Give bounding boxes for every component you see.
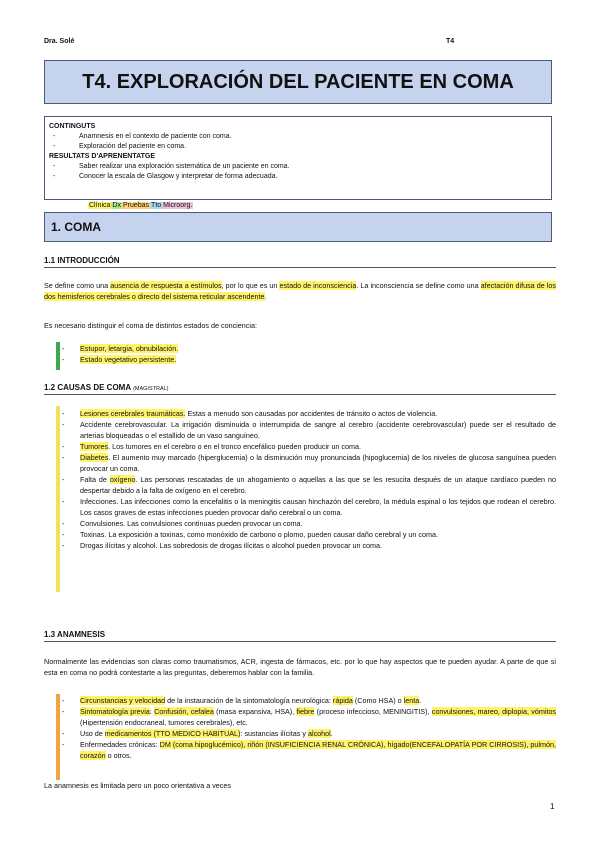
outcome-item: - Conocer la escala de Glasgow y interpretar de forma adecuada. [49,172,547,182]
contents-heading: CONTINGUTS [49,123,96,130]
contents-item: - Exploración del paciente en coma. [49,142,547,152]
subsection-heading-causes: 1.2 CAUSAS DE COMA (MAGISTRAL) [44,383,556,395]
list-item: - Sintomatología previa: Confusión, cefalea (masa expansiva, HSA), fiebre (proceso infeccioso, MENINGITIS), convulsiones, mareo, diplopia, vómitos (Hipertensión endocraneal, tumores cerebrales), etc. [44,706,556,728]
section-title: 1. COMA [44,212,552,242]
anamnesis-closing: La anamnesis es limitada pero un poco orientativa a veces [44,781,231,790]
legend-clinica: Clínica [89,202,111,209]
intro-paragraph: Se define como una ausencia de respuesta a estímulos, por lo que es un estado de inconsciencia. La inconsciencia se define como una afectación difusa de los dos hemisferios cerebrales o directo del sistema reticular ascendente. [44,281,556,301]
legend-pruebas: Pruebas [122,202,150,209]
list-item: - Accidente cerebrovascular. La irrigación disminuida o interrumpida de sangre al cerebro (accidente cerebrovascular) puede ser el resultado de arterias bloqueadas o el estallido de un vaso sanguíneo. [44,419,556,441]
list-item: - Circunstancias y velocidad de la instauración de la sintomatología neurológica: rápida (Como HSA) o lenta. [44,695,556,706]
header-author: Dra. Solé [44,38,75,45]
list-item: - Uso de medicamentos (TTO MEDICO HABITUAL): sustancias ilícitas y alcohol. [44,728,556,739]
anamnesis-intro: Normalmente las evidencias son claras como traumatismos, ACR, ingesta de fármacos, etc. por lo que hay aspectos que te pueden ayudar. A parte de que si esta en coma no podrá contestarte a las preguntas, deberemos hablar con la familia. [44,657,556,677]
list-item: - Infecciones. Las infecciones como la encefalitis o la meningitis causan hinchazón del cerebro, la médula espinal o los tejidos que rodean el cerebro. Los casos graves de estas infecciones pueden provocar daño cerebral o un coma. [44,496,556,518]
list-item: - Estado vegetativo persistente. [44,354,556,365]
page-title: T4. EXPLORACIÓN DEL PACIENTE EN COMA [44,60,552,104]
page-number: 1 [550,802,555,811]
outcomes-heading: RESULTATS D'APRENENTATGE [49,153,156,160]
outcome-item: - Saber realizar una exploración sistemática de un paciente en coma. [49,162,547,172]
list-item: - Falta de oxígeno. Las personas rescatadas de un ahogamiento o aquellas a las que se les resucita después de un ataque cardíaco pueden no despertar debido a la falta de oxígeno en el cerebro. [44,474,556,496]
list-item: - Toxinas. La exposición a toxinas, como monóxido de carbono o plomo, pueden causar daño cerebral y un coma. [44,529,556,540]
legend-dx: Dx [112,202,121,209]
anamnesis-list [44,695,556,761]
list-item: - Tumores. Los tumores en el cerebro o en el tronco encefálico pueden producir un coma. [44,441,556,452]
list-item: - Drogas ilícitas y alcohol. Las sobredosis de drogas ilícitas o alcohol pueden provocar un coma. [44,540,556,551]
contents-item: - Anamnesis en el contexto de paciente con coma. [49,132,547,142]
list-item: - Diabetes. El aumento muy marcado (hiperglucemia) o la disminución muy pronunciada (hipoglucemia) de los niveles de glucosa sanguínea pueden provocar un coma. [44,452,556,474]
header-topic: T4 [446,38,455,45]
subsection-heading-intro: 1.1 INTRODUCCIÓN [44,256,556,268]
subsection-heading-anamnesis: 1.3 ANAMNESIS [44,630,556,642]
causes-list [44,408,556,551]
legend-microorg: Microorg. [163,202,193,209]
contents-box [44,116,552,200]
list-item: - Estupor, letargia, obnubilación. [44,343,556,354]
list-item: - Convulsiones. Las convulsiones continuas pueden provocar un coma. [44,518,556,529]
states-list [44,343,556,365]
states-intro: Es necesario distinguir el coma de distintos estados de conciencia: [44,321,257,330]
list-item: - Enfermedades crónicas: DM (coma hipoglucémico), riñón (INSUFICIENCIA RENAL CRÓNICA), hígado(ENCEFALOPATÍA POR CIRROSIS), pulmón, corazón o otros. [44,739,556,761]
legend-tto: Tto [151,202,162,209]
color-legend [88,202,193,209]
list-item: - Lesiones cerebrales traumáticas. Estas a menudo son causadas por accidentes de tránsito o actos de violencia. [44,408,556,419]
